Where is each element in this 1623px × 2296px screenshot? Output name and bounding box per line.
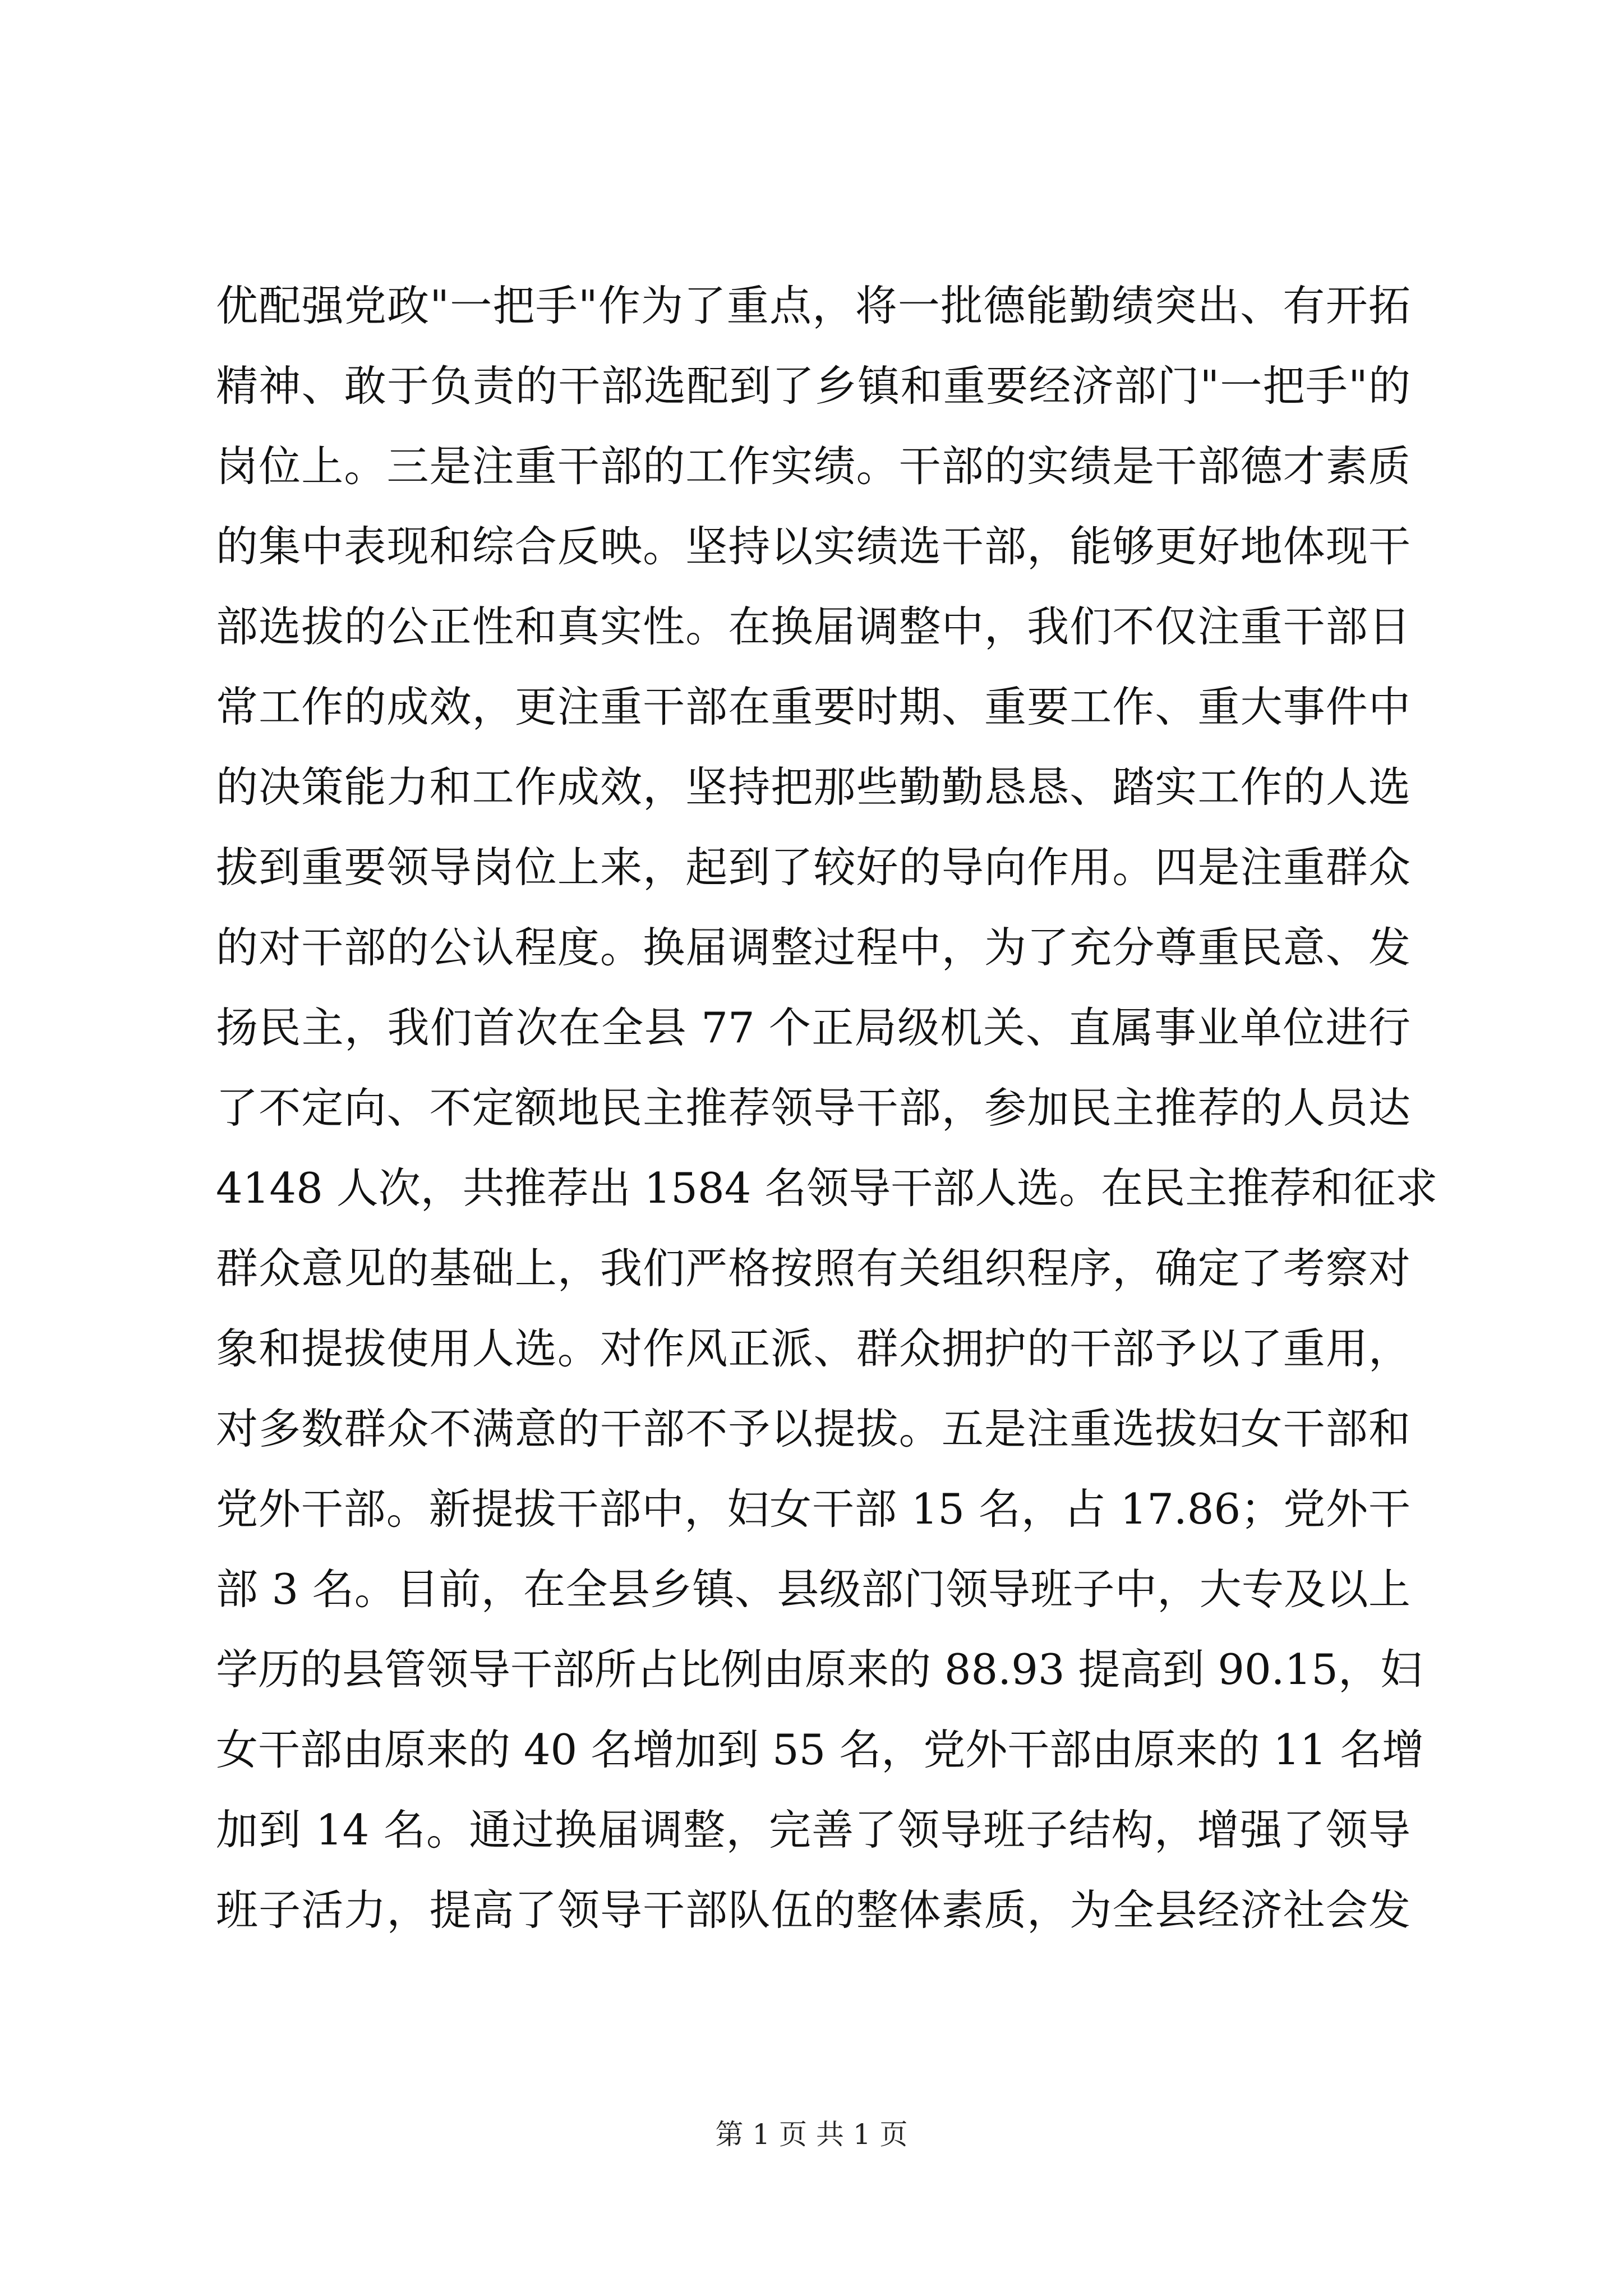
text-line: 岗位上。三是注重干部的工作实绩。干部的实绩是干部德才素质 [216,441,1410,491]
text-line: 常工作的成效，更注重干部在重要时期、重要工作、重大事件中 [216,682,1410,731]
text-line: 群众意见的基础上，我们严格按照有关组织程序，确定了考察对 [216,1244,1410,1293]
text-line: 的对干部的公认程度。换届调整过程中，为了充分尊重民意、发 [216,923,1410,972]
text-line: 的决策能力和工作成效，坚持把那些勤勤恳恳、踏实工作的人选 [216,762,1410,812]
body-paragraph [216,266,1438,1950]
text-line: 的集中表现和综合反映。坚持以实绩选干部，能够更好地体现干 [216,522,1410,571]
text-line: 拔到重要领导岗位上来，起到了较好的导向作用。四是注重群众 [216,843,1410,892]
text-line: 党外干部。新提拔干部中，妇女干部 15 名，占 17.86；党外干 [216,1484,1410,1534]
text-line: 学历的县管领导干部所占比例由原来的 88.93 提高到 90.15，妇 [216,1645,1422,1694]
text-line: 班子活力，提高了领导干部队伍的整体素质，为全县经济社会发 [216,1885,1410,1935]
text-line: 部 3 名。目前，在全县乡镇、县级部门领导班子中，大专及以上 [216,1565,1410,1614]
page-number-label: 第 1 页 共 1 页 [715,2118,908,2151]
text-line: 扬民主，我们首次在全县 77 个正局级机关、直属事业单位进行 [216,1003,1410,1052]
text-line: 4148 人次，共推荐出 1584 名领导干部人选。在民主推荐和征求 [216,1163,1438,1213]
text-line: 对多数群众不满意的干部不予以提拔。五是注重选拔妇女干部和 [216,1404,1410,1453]
text-line: 部选拔的公正性和真实性。在换届调整中，我们不仅注重干部日 [216,602,1410,651]
text-line: 象和提拔使用人选。对作风正派、群众拥护的干部予以了重用， [216,1324,1410,1373]
text-line: 了不定向、不定额地民主推荐领导干部，参加民主推荐的人员达 [216,1083,1410,1133]
page-footer [0,2118,1623,2151]
text-line: 加到 14 名。通过换届调整，完善了领导班子结构，增强了领导 [216,1805,1410,1855]
text-line: 优配强党政"一把手"作为了重点，将一批德能勤绩突出、有开拓 [216,281,1410,330]
text-line: 女干部由原来的 40 名增加到 55 名，党外干部由原来的 11 名增 [216,1725,1424,1774]
text-line: 精神、敢于负责的干部选配到了乡镇和重要经济部门"一把手"的 [216,361,1410,411]
